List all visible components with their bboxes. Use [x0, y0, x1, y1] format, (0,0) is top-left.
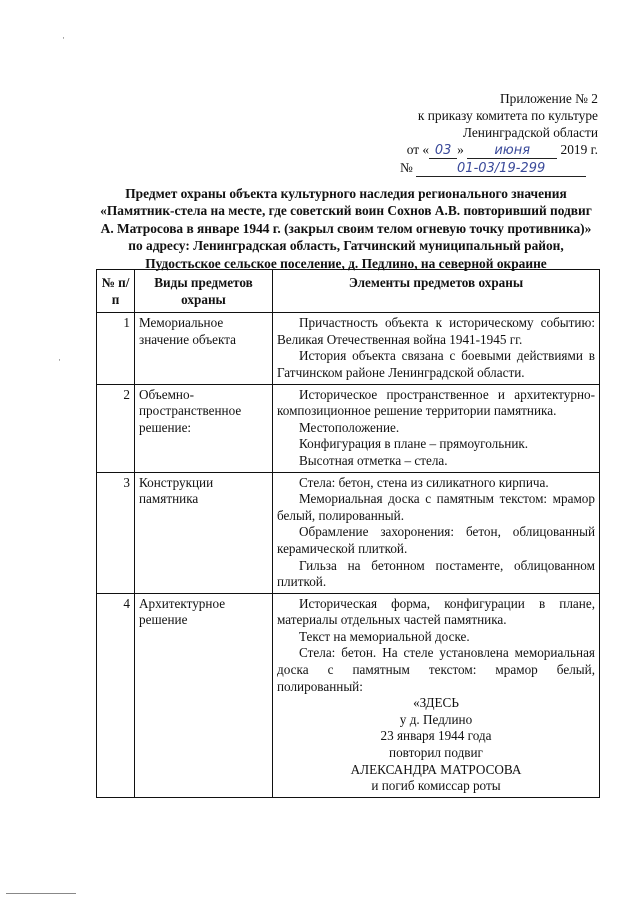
- header-elements: Элементы предметов охраны: [273, 270, 600, 313]
- row-number: 4: [97, 593, 135, 797]
- protection-table: [96, 269, 600, 798]
- element-paragraph: Мемориальная доска с памятным текстом: мрамор белый, полированный.: [277, 491, 595, 523]
- table-row: [97, 593, 600, 797]
- row-type: Конструкции памятника: [135, 472, 273, 593]
- appendix-title: Приложение № 2: [499, 91, 598, 106]
- table-row: [97, 472, 600, 593]
- handwritten-number: 01-03/19-299: [416, 161, 586, 177]
- row-type: Архитектурное решение: [135, 593, 273, 797]
- row-type: Мемориальное значение объекта: [135, 313, 273, 384]
- element-paragraph: Стела: бетон. На стеле установлена мемориальная доска с памятным текстом: мрамор белый, полированный:: [277, 645, 595, 694]
- row-elements: [273, 472, 600, 593]
- element-paragraph: Местоположение.: [299, 419, 400, 435]
- element-paragraph: Историческая форма, конфигурации в плане, материалы отдельных частей памятника.: [277, 595, 595, 628]
- row-type: Объемно-пространственное решение:: [135, 384, 273, 472]
- appendix-region: Ленинградской области: [462, 125, 598, 140]
- plaque-text-line: «ЗДЕСЬ: [413, 695, 459, 711]
- appendix-number: № 01-03/19-299: [340, 159, 598, 177]
- header-number: № п/п: [97, 270, 135, 313]
- appendix-date: от « 03 » июня 2019 г.: [406, 142, 598, 158]
- element-paragraph: Обрамление захоронения: бетон, облицованный керамической плиткой.: [277, 524, 595, 556]
- handwritten-month: июня: [467, 143, 557, 159]
- plaque-text-line: 23 января 1944 года: [380, 728, 492, 744]
- document-title: Предмет охраны объекта культурного наследия регионального значения «Памятник-стела на месте, где советский воин Сохнов А.В. повторивший подвиг А. Матросова в январе 1944 г. (закрыл своим телом огневую точку противника)» по адресу: Ленинградская область, Гатчинский муниципальный район, Пудостьское сельское поселение, д. Педлино, на северной окраине: [100, 186, 592, 271]
- row-elements: [273, 593, 600, 797]
- element-paragraph: Высотная отметка – стела.: [299, 452, 448, 468]
- scan-dot: ·: [62, 33, 65, 43]
- plaque-text-line: у д. Педлино: [399, 711, 473, 727]
- plaque-text-line: повторил подвиг: [389, 745, 483, 761]
- table-row: [97, 384, 600, 472]
- table-row: [97, 313, 600, 384]
- footnote-divider: [6, 893, 76, 894]
- handwritten-day: 03: [429, 143, 457, 159]
- plaque-text-line: АЛЕКСАНДРА МАТРОСОВА: [350, 761, 522, 777]
- row-elements: [273, 313, 600, 384]
- element-paragraph: Стела: бетон, стена из силикатного кирпича.: [299, 474, 549, 490]
- element-paragraph: Причастность объекта к историческому событию: Великая Отечественная война 1941-1945 гг.: [277, 315, 595, 347]
- appendix-order-ref: к приказу комитета по культуре: [417, 108, 598, 123]
- element-paragraph: Историческое пространственное и архитектурно-композиционное решение территории памятника.: [277, 386, 595, 419]
- appendix-block: [340, 90, 598, 177]
- element-paragraph: История объекта связана с боевыми действиями в Гатчинском районе Ленинградской области.: [277, 348, 595, 380]
- row-elements: [273, 384, 600, 472]
- row-number: 3: [97, 472, 135, 593]
- table-header-row: [97, 270, 600, 313]
- element-paragraph: Конфигурация в плане – прямоугольник.: [299, 436, 529, 452]
- scan-dot: ·: [58, 355, 61, 365]
- element-paragraph: Гильза на бетонном постаменте, облицованном плиткой.: [277, 557, 595, 590]
- plaque-text-line: и погиб комиссар роты: [371, 778, 501, 794]
- element-paragraph: Текст на мемориальной доске.: [299, 628, 470, 644]
- row-number: 2: [97, 384, 135, 472]
- row-number: 1: [97, 313, 135, 384]
- header-type: Виды предметов охраны: [135, 270, 273, 313]
